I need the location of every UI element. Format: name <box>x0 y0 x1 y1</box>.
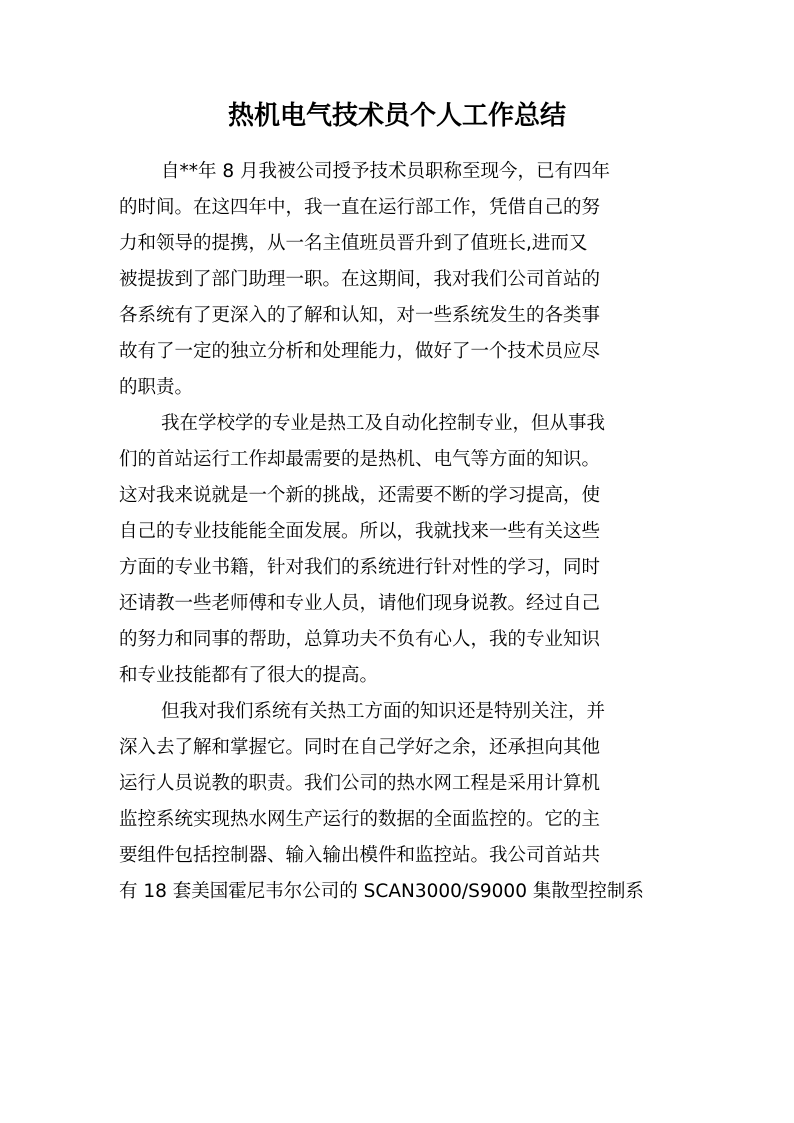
text-line: 还请教一些老师傅和专业人员，请他们现身说教。经过自己 <box>119 593 601 614</box>
paragraph-2 <box>119 406 689 694</box>
text-line: 我在学校学的专业是热工及自动化控制专业，但从事我 <box>161 413 606 434</box>
text-line: 力和领导的提携，从一名主值班员晋升到了值班长,进而又 <box>119 233 588 254</box>
text-line: 们的首站运行工作却最需要的是热机、电气等方面的知识。 <box>119 449 601 470</box>
text-line: 深入去了解和掌握它。同时在自己学好之余，还承担向其他 <box>119 737 601 758</box>
document-title: 热机电气技术员个人工作总结 <box>227 101 566 131</box>
text-line: 自**年 8 月我被公司授予技术员职称至现今，已有四年 <box>161 161 611 182</box>
text-line: 和专业技能都有了很大的提高。 <box>119 665 379 686</box>
text-line: 要组件包括控制器、输入输出模件和监控站。我公司首站共 <box>119 845 601 866</box>
paragraph-1 <box>119 154 689 406</box>
text-line: 运行人员说教的职责。我们公司的热水网工程是采用计算机 <box>119 773 601 794</box>
text-line: 的努力和同事的帮助，总算功夫不负有心人，我的专业知识 <box>119 629 601 650</box>
text-line: 自己的专业技能能全面发展。所以，我就找来一些有关这些 <box>119 521 601 542</box>
text-line: 各系统有了更深入的了解和认知，对一些系统发生的各类事 <box>119 305 601 326</box>
text-line: 方面的专业书籍，针对我们的系统进行针对性的学习，同时 <box>119 557 601 578</box>
text-line: 这对我来说就是一个新的挑战，还需要不断的学习提高，使 <box>119 485 601 506</box>
text-line: 的职责。 <box>119 377 194 398</box>
text-line: 故有了一定的独立分析和处理能力，做好了一个技术员应尽 <box>119 341 601 362</box>
document-body <box>119 154 689 910</box>
text-line: 被提拔到了部门助理一职。在这期间，我对我们公司首站的 <box>119 269 601 290</box>
text-line: 监控系统实现热水网生产运行的数据的全面监控的。它的主 <box>119 809 601 830</box>
text-line: 的时间。在这四年中，我一直在运行部工作，凭借自己的努 <box>119 197 601 218</box>
text-line: 有 18 套美国霍尼韦尔公司的 SCAN3000/S9000 集散型控制系 <box>119 881 644 902</box>
paragraph-3 <box>119 694 689 910</box>
text-line: 但我对我们系统有关热工方面的知识还是特别关注，并 <box>161 701 606 722</box>
